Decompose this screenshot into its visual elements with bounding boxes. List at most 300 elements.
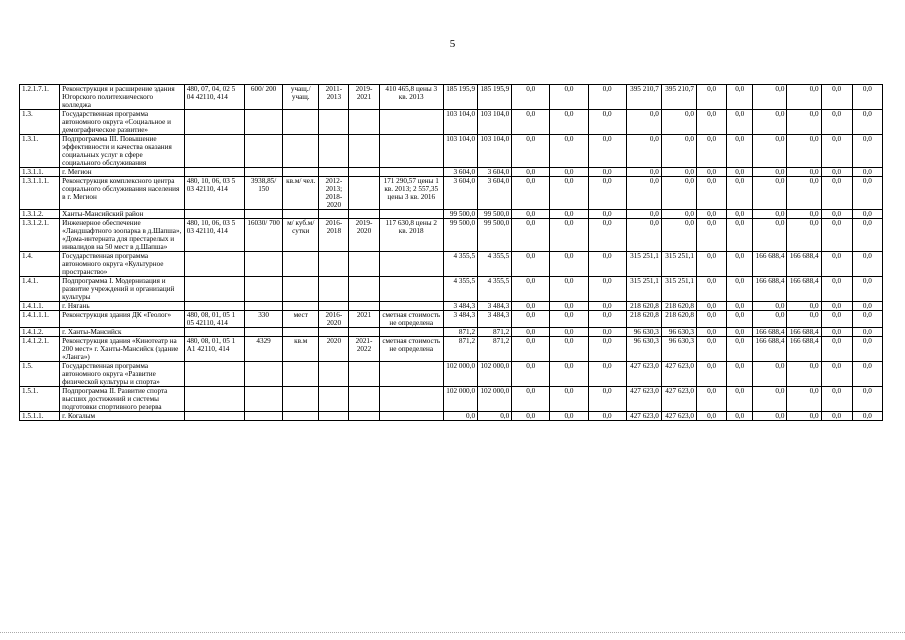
amount-9: 0,0: [727, 362, 753, 387]
amount-8: 0,0: [697, 412, 727, 421]
object-name: г. Мегион: [60, 168, 185, 177]
object-name: Государственная программа автономного округа «Социальное и демографическое развитие»: [60, 110, 185, 135]
row-code: 1.5.1.: [20, 387, 60, 412]
capacity: 600/ 200: [245, 85, 283, 110]
amount-7: 0,0: [661, 135, 696, 168]
design-years: 2012- 2013; 2018- 2020: [319, 177, 349, 210]
design-years: 2016- 2020: [319, 311, 349, 328]
table-row: [20, 387, 883, 412]
amount-6: 96 630,3: [626, 328, 661, 337]
amount-13: 0,0: [852, 311, 882, 328]
capacity: [245, 328, 283, 337]
amount-9: 0,0: [727, 387, 753, 412]
amount-7: 427 623,0: [661, 362, 696, 387]
amount-6: 0,0: [626, 110, 661, 135]
amount-2: 102 000,0: [478, 387, 512, 412]
budget-code: [184, 328, 244, 337]
build-period: [349, 168, 379, 177]
amount-6: 427 623,0: [626, 387, 661, 412]
amount-11: 166 688,4: [787, 252, 821, 277]
amount-3: 0,0: [512, 219, 550, 252]
amount-3: 0,0: [512, 177, 550, 210]
amount-8: 0,0: [697, 328, 727, 337]
design-years: [319, 135, 349, 168]
amount-8: 0,0: [697, 135, 727, 168]
capacity: [245, 277, 283, 302]
amount-6: 0,0: [626, 219, 661, 252]
amount-4: 0,0: [550, 277, 588, 302]
amount-8: 0,0: [697, 311, 727, 328]
amount-9: 0,0: [727, 412, 753, 421]
object-name: Подпрограмма I. Модернизация и развитие учреждений и организаций культуры: [60, 277, 185, 302]
row-code: 1.4.1.1.: [20, 302, 60, 311]
unit: м/ куб.м/ сутки: [283, 219, 319, 252]
amount-1: 3 604,0: [443, 177, 477, 210]
amount-9: 0,0: [727, 168, 753, 177]
amount-8: 0,0: [697, 362, 727, 387]
amount-2: 103 104,0: [478, 110, 512, 135]
amount-11: 0,0: [787, 85, 821, 110]
build-period: [349, 412, 379, 421]
unit: [283, 210, 319, 219]
unit: кв.м: [283, 337, 319, 362]
row-code: 1.4.1.1.1.: [20, 311, 60, 328]
design-years: [319, 277, 349, 302]
budget-table: [19, 84, 883, 421]
amount-2: 99 500,0: [478, 219, 512, 252]
amount-4: 0,0: [550, 387, 588, 412]
row-code: 1.3.: [20, 110, 60, 135]
capacity: 16030/ 700: [245, 219, 283, 252]
amount-12: 0,0: [821, 177, 852, 210]
row-code: 1.5.: [20, 362, 60, 387]
capacity: [245, 110, 283, 135]
table-row: [20, 328, 883, 337]
amount-12: 0,0: [821, 252, 852, 277]
amount-4: 0,0: [550, 362, 588, 387]
amount-6: 0,0: [626, 168, 661, 177]
amount-3: 0,0: [512, 328, 550, 337]
amount-10: 166 688,4: [753, 337, 787, 362]
amount-4: 0,0: [550, 328, 588, 337]
amount-13: 0,0: [852, 210, 882, 219]
estimated-cost: 171 290,57 цены 1 кв. 2013; 2 557,35 цены 3 кв. 2016: [379, 177, 443, 210]
design-years: 2020: [319, 337, 349, 362]
estimated-cost: сметная стоимость не определена: [379, 311, 443, 328]
amount-2: 871,2: [478, 337, 512, 362]
table-row: [20, 210, 883, 219]
design-years: [319, 362, 349, 387]
amount-10: 166 688,4: [753, 252, 787, 277]
amount-8: 0,0: [697, 110, 727, 135]
amount-11: 0,0: [787, 135, 821, 168]
budget-code: [184, 252, 244, 277]
amount-12: 0,0: [821, 337, 852, 362]
amount-13: 0,0: [852, 135, 882, 168]
object-name: г. Нягань: [60, 302, 185, 311]
amount-12: 0,0: [821, 277, 852, 302]
amount-5: 0,0: [588, 412, 626, 421]
build-period: [349, 252, 379, 277]
estimated-cost: [379, 302, 443, 311]
capacity: [245, 168, 283, 177]
amount-11: 0,0: [787, 302, 821, 311]
estimated-cost: 410 465,8 цены 3 кв. 2013: [379, 85, 443, 110]
capacity: [245, 302, 283, 311]
amount-9: 0,0: [727, 210, 753, 219]
amount-3: 0,0: [512, 85, 550, 110]
amount-10: 0,0: [753, 302, 787, 311]
budget-code: 480, 10, 06, 03 5 03 42110, 414: [184, 177, 244, 210]
table-row: [20, 85, 883, 110]
amount-13: 0,0: [852, 110, 882, 135]
amount-11: 0,0: [787, 412, 821, 421]
unit: кв.м/ чел.: [283, 177, 319, 210]
amount-5: 0,0: [588, 168, 626, 177]
amount-10: 0,0: [753, 177, 787, 210]
unit: [283, 277, 319, 302]
amount-6: 395 210,7: [626, 85, 661, 110]
table-row: [20, 252, 883, 277]
amount-4: 0,0: [550, 168, 588, 177]
amount-11: 0,0: [787, 168, 821, 177]
amount-13: 0,0: [852, 168, 882, 177]
budget-code: [184, 362, 244, 387]
table-row: [20, 135, 883, 168]
table-row: [20, 337, 883, 362]
amount-6: 0,0: [626, 135, 661, 168]
amount-5: 0,0: [588, 387, 626, 412]
build-period: [349, 177, 379, 210]
amount-8: 0,0: [697, 277, 727, 302]
amount-6: 96 630,3: [626, 337, 661, 362]
amount-10: 0,0: [753, 219, 787, 252]
amount-1: 99 500,0: [443, 219, 477, 252]
amount-4: 0,0: [550, 135, 588, 168]
amount-7: 218 620,8: [661, 311, 696, 328]
amount-12: 0,0: [821, 210, 852, 219]
amount-4: 0,0: [550, 219, 588, 252]
table-row: [20, 362, 883, 387]
amount-10: 0,0: [753, 387, 787, 412]
amount-13: 0,0: [852, 328, 882, 337]
capacity: [245, 387, 283, 412]
estimated-cost: [379, 387, 443, 412]
object-name: Реконструкция здания «Кинотеатр на 200 мест» г. Ханты-Мансийск (здание «Ланга»): [60, 337, 185, 362]
budget-code: [184, 387, 244, 412]
amount-11: 0,0: [787, 362, 821, 387]
amount-6: 218 620,8: [626, 302, 661, 311]
amount-12: 0,0: [821, 219, 852, 252]
capacity: [245, 210, 283, 219]
design-years: [319, 387, 349, 412]
capacity: 4329: [245, 337, 283, 362]
row-code: 1.4.1.2.1.: [20, 337, 60, 362]
build-period: [349, 302, 379, 311]
amount-10: 0,0: [753, 362, 787, 387]
object-name: Государственная программа автономного округа «Культурное пространство»: [60, 252, 185, 277]
estimated-cost: [379, 277, 443, 302]
amount-9: 0,0: [727, 328, 753, 337]
row-code: 1.3.1.2.: [20, 210, 60, 219]
amount-6: 427 623,0: [626, 362, 661, 387]
design-years: [319, 110, 349, 135]
estimated-cost: 117 630,8 цены 2 кв. 2018: [379, 219, 443, 252]
amount-13: 0,0: [852, 252, 882, 277]
amount-13: 0,0: [852, 219, 882, 252]
amount-5: 0,0: [588, 219, 626, 252]
amount-10: 166 688,4: [753, 277, 787, 302]
amount-7: 395 210,7: [661, 85, 696, 110]
amount-2: 871,2: [478, 328, 512, 337]
build-period: [349, 362, 379, 387]
capacity: 3938,85/ 150: [245, 177, 283, 210]
amount-5: 0,0: [588, 302, 626, 311]
design-years: 2011- 2013: [319, 85, 349, 110]
unit: [283, 362, 319, 387]
amount-13: 0,0: [852, 177, 882, 210]
amount-11: 0,0: [787, 210, 821, 219]
amount-10: 166 688,4: [753, 328, 787, 337]
amount-6: 0,0: [626, 210, 661, 219]
amount-1: 3 484,3: [443, 302, 477, 311]
unit: [283, 135, 319, 168]
amount-12: 0,0: [821, 311, 852, 328]
amount-10: 0,0: [753, 210, 787, 219]
amount-5: 0,0: [588, 362, 626, 387]
amount-10: 0,0: [753, 135, 787, 168]
amount-4: 0,0: [550, 177, 588, 210]
row-code: 1.2.1.7.1.: [20, 85, 60, 110]
object-name: г. Когалым: [60, 412, 185, 421]
amount-2: 3 484,3: [478, 302, 512, 311]
amount-5: 0,0: [588, 252, 626, 277]
amount-7: 96 630,3: [661, 328, 696, 337]
table-row: [20, 311, 883, 328]
build-period: [349, 277, 379, 302]
table-row: [20, 219, 883, 252]
budget-code: 480, 08, 01, 05 1 05 42110, 414: [184, 311, 244, 328]
amount-6: 427 623,0: [626, 412, 661, 421]
design-years: [319, 328, 349, 337]
design-years: 2016- 2018: [319, 219, 349, 252]
estimated-cost: [379, 328, 443, 337]
amount-1: 102 000,0: [443, 387, 477, 412]
amount-2: 185 195,9: [478, 85, 512, 110]
amount-9: 0,0: [727, 110, 753, 135]
amount-8: 0,0: [697, 85, 727, 110]
build-period: 2019- 2021: [349, 85, 379, 110]
amount-3: 0,0: [512, 252, 550, 277]
build-period: [349, 210, 379, 219]
amount-9: 0,0: [727, 277, 753, 302]
amount-3: 0,0: [512, 110, 550, 135]
amount-7: 427 623,0: [661, 412, 696, 421]
unit: учащ./ учащ.: [283, 85, 319, 110]
amount-8: 0,0: [697, 210, 727, 219]
amount-13: 0,0: [852, 85, 882, 110]
amount-13: 0,0: [852, 337, 882, 362]
amount-12: 0,0: [821, 412, 852, 421]
amount-12: 0,0: [821, 135, 852, 168]
unit: [283, 168, 319, 177]
object-name: г. Ханты-Мансийск: [60, 328, 185, 337]
amount-2: 4 355,5: [478, 277, 512, 302]
amount-1: 4 355,5: [443, 252, 477, 277]
table-row: [20, 302, 883, 311]
amount-11: 166 688,4: [787, 328, 821, 337]
amount-13: 0,0: [852, 362, 882, 387]
amount-11: 166 688,4: [787, 277, 821, 302]
amount-8: 0,0: [697, 337, 727, 362]
amount-2: 3 604,0: [478, 168, 512, 177]
amount-2: 4 355,5: [478, 252, 512, 277]
amount-4: 0,0: [550, 412, 588, 421]
estimated-cost: [379, 412, 443, 421]
amount-10: 0,0: [753, 311, 787, 328]
amount-10: 0,0: [753, 168, 787, 177]
amount-3: 0,0: [512, 168, 550, 177]
amount-5: 0,0: [588, 177, 626, 210]
estimated-cost: [379, 252, 443, 277]
amount-4: 0,0: [550, 337, 588, 362]
build-period: 2021- 2022: [349, 337, 379, 362]
amount-7: 427 623,0: [661, 387, 696, 412]
amount-2: 3 604,0: [478, 177, 512, 210]
unit: [283, 302, 319, 311]
amount-3: 0,0: [512, 387, 550, 412]
build-period: [349, 387, 379, 412]
amount-4: 0,0: [550, 252, 588, 277]
amount-1: 871,2: [443, 328, 477, 337]
budget-code: 480, 08, 01, 05 1 A1 42110, 414: [184, 337, 244, 362]
amount-8: 0,0: [697, 387, 727, 412]
amount-7: 0,0: [661, 177, 696, 210]
amount-11: 0,0: [787, 177, 821, 210]
build-period: 2021: [349, 311, 379, 328]
page-bottom-edge: [0, 632, 905, 634]
budget-code: 480, 07, 04, 02 5 04 42110, 414: [184, 85, 244, 110]
amount-8: 0,0: [697, 219, 727, 252]
amount-7: 0,0: [661, 168, 696, 177]
amount-3: 0,0: [512, 210, 550, 219]
amount-8: 0,0: [697, 252, 727, 277]
capacity: 330: [245, 311, 283, 328]
object-name: Ханты-Мансийский район: [60, 210, 185, 219]
capacity: [245, 412, 283, 421]
budget-code: [184, 302, 244, 311]
amount-1: 103 104,0: [443, 110, 477, 135]
row-code: 1.3.1.: [20, 135, 60, 168]
amount-12: 0,0: [821, 328, 852, 337]
object-name: Подпрограмма III. Повышение эффективности и качества оказания социальных услуг в сфере социального обслуживания: [60, 135, 185, 168]
amount-1: 0,0: [443, 412, 477, 421]
build-period: 2019- 2020: [349, 219, 379, 252]
page-number: 5: [449, 38, 456, 50]
amount-10: 0,0: [753, 110, 787, 135]
amount-9: 0,0: [727, 311, 753, 328]
budget-code: [184, 168, 244, 177]
amount-2: 0,0: [478, 412, 512, 421]
amount-3: 0,0: [512, 311, 550, 328]
row-code: 1.4.1.: [20, 277, 60, 302]
amount-9: 0,0: [727, 85, 753, 110]
amount-5: 0,0: [588, 85, 626, 110]
amount-13: 0,0: [852, 412, 882, 421]
amount-4: 0,0: [550, 311, 588, 328]
amount-12: 0,0: [821, 387, 852, 412]
amount-5: 0,0: [588, 210, 626, 219]
row-code: 1.3.1.2.1.: [20, 219, 60, 252]
unit: [283, 252, 319, 277]
amount-2: 103 104,0: [478, 135, 512, 168]
amount-7: 0,0: [661, 210, 696, 219]
table-row: [20, 277, 883, 302]
amount-3: 0,0: [512, 135, 550, 168]
build-period: [349, 135, 379, 168]
amount-9: 0,0: [727, 219, 753, 252]
amount-8: 0,0: [697, 168, 727, 177]
unit: [283, 328, 319, 337]
amount-1: 102 000,0: [443, 362, 477, 387]
budget-code: 480, 10, 06, 03 5 03 42110, 414: [184, 219, 244, 252]
budget-code: [184, 277, 244, 302]
capacity: [245, 252, 283, 277]
amount-2: 102 000,0: [478, 362, 512, 387]
build-period: [349, 328, 379, 337]
estimated-cost: [379, 168, 443, 177]
estimated-cost: [379, 210, 443, 219]
budget-code: [184, 135, 244, 168]
object-name: Государственная программа автономного округа «Развитие физической культуры и спорта»: [60, 362, 185, 387]
amount-5: 0,0: [588, 311, 626, 328]
amount-1: 4 355,5: [443, 277, 477, 302]
amount-9: 0,0: [727, 337, 753, 362]
object-name: Реконструкция комплексного центра социального обслуживания населения в г. Мегион: [60, 177, 185, 210]
amount-7: 315 251,1: [661, 277, 696, 302]
amount-8: 0,0: [697, 177, 727, 210]
object-name: Инженерное обеспечение «Ландшафтного зоопарка в д.Шапша», «Дома-интерната для престарелых и инвалидов на 50 мест в д.Шапша»: [60, 219, 185, 252]
amount-1: 103 104,0: [443, 135, 477, 168]
amount-2: 99 500,0: [478, 210, 512, 219]
amount-3: 0,0: [512, 277, 550, 302]
amount-1: 3 484,3: [443, 311, 477, 328]
amount-1: 99 500,0: [443, 210, 477, 219]
amount-12: 0,0: [821, 302, 852, 311]
amount-12: 0,0: [821, 85, 852, 110]
estimated-cost: [379, 110, 443, 135]
table-row: [20, 168, 883, 177]
amount-11: 0,0: [787, 110, 821, 135]
budget-code: [184, 110, 244, 135]
object-name: Реконструкция и расширение здания Югорского политехнического колледжа: [60, 85, 185, 110]
amount-7: 315 251,1: [661, 252, 696, 277]
amount-9: 0,0: [727, 252, 753, 277]
design-years: [319, 412, 349, 421]
amount-1: 871,2: [443, 337, 477, 362]
amount-4: 0,0: [550, 85, 588, 110]
row-code: 1.3.1.1.1.: [20, 177, 60, 210]
table-row: [20, 177, 883, 210]
amount-7: 218 620,8: [661, 302, 696, 311]
amount-3: 0,0: [512, 302, 550, 311]
amount-1: 185 195,9: [443, 85, 477, 110]
amount-4: 0,0: [550, 302, 588, 311]
unit: мест: [283, 311, 319, 328]
design-years: [319, 210, 349, 219]
amount-3: 0,0: [512, 362, 550, 387]
object-name: Подпрограмма II. Развитие спорта высших достижений и системы подготовки спортивного резерва: [60, 387, 185, 412]
